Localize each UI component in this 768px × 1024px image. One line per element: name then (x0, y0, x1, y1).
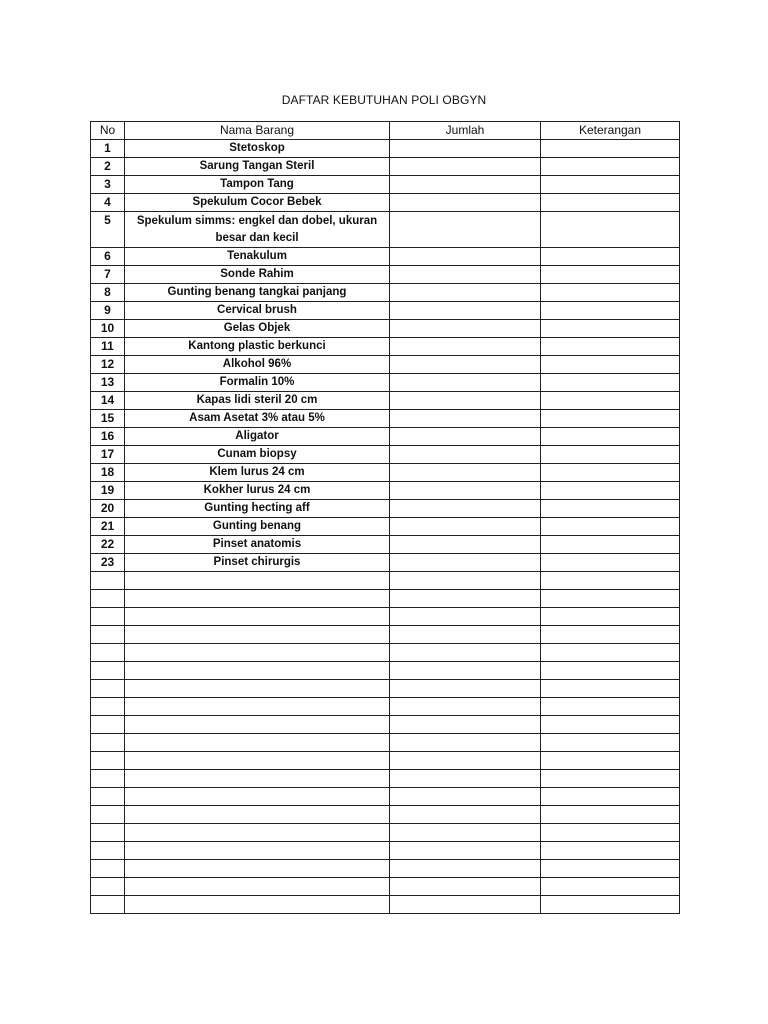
blank-table-row (91, 806, 680, 824)
cell-item-name: Cervical brush (125, 302, 390, 320)
cell-qty (390, 878, 541, 896)
table-row (91, 518, 680, 536)
cell-note (541, 482, 680, 500)
table-row (91, 446, 680, 464)
table-row (91, 500, 680, 518)
table-row (91, 266, 680, 284)
cell-item-name: Kantong plastic berkunci (125, 338, 390, 356)
blank-table-row (91, 680, 680, 698)
blank-table-row (91, 788, 680, 806)
cell-no (91, 734, 125, 752)
cell-item-name: Aligator (125, 428, 390, 446)
blank-table-row (91, 842, 680, 860)
cell-note (541, 860, 680, 878)
cell-note (541, 842, 680, 860)
cell-no: 10 (91, 320, 125, 338)
cell-note (541, 554, 680, 572)
cell-qty (390, 356, 541, 374)
cell-qty (390, 608, 541, 626)
cell-no (91, 590, 125, 608)
cell-qty (390, 320, 541, 338)
cell-note (541, 428, 680, 446)
cell-no: 15 (91, 410, 125, 428)
cell-item-name (125, 572, 390, 590)
cell-qty (390, 644, 541, 662)
cell-note (541, 536, 680, 554)
cell-no: 20 (91, 500, 125, 518)
cell-qty (390, 374, 541, 392)
cell-no: 21 (91, 518, 125, 536)
cell-note (541, 212, 680, 248)
cell-no: 4 (91, 194, 125, 212)
cell-qty (390, 212, 541, 248)
cell-item-name: Gunting benang (125, 518, 390, 536)
cell-item-name: Gelas Objek (125, 320, 390, 338)
cell-item-name: Spekulum Cocor Bebek (125, 194, 390, 212)
table-row (91, 554, 680, 572)
cell-qty (390, 572, 541, 590)
cell-qty (390, 140, 541, 158)
cell-note (541, 320, 680, 338)
cell-qty (390, 464, 541, 482)
cell-no (91, 680, 125, 698)
cell-note (541, 176, 680, 194)
cell-note (541, 338, 680, 356)
cell-no (91, 770, 125, 788)
cell-item-name (125, 896, 390, 914)
cell-no (91, 716, 125, 734)
blank-table-row (91, 698, 680, 716)
cell-qty (390, 734, 541, 752)
table-row (91, 356, 680, 374)
cell-item-name: Gunting benang tangkai panjang (125, 284, 390, 302)
cell-qty (390, 266, 541, 284)
blank-table-row (91, 860, 680, 878)
cell-item-name (125, 860, 390, 878)
cell-qty (390, 194, 541, 212)
table-row (91, 428, 680, 446)
table-row (91, 284, 680, 302)
table-row (91, 536, 680, 554)
cell-item-name (125, 842, 390, 860)
blank-table-row (91, 878, 680, 896)
table-row (91, 320, 680, 338)
cell-item-name (125, 878, 390, 896)
cell-qty (390, 896, 541, 914)
cell-qty (390, 446, 541, 464)
blank-table-row (91, 644, 680, 662)
cell-note (541, 446, 680, 464)
cell-item-name: Formalin 10% (125, 374, 390, 392)
cell-no: 2 (91, 158, 125, 176)
table-row (91, 392, 680, 410)
cell-qty (390, 770, 541, 788)
cell-no (91, 896, 125, 914)
cell-item-name: Stetoskop (125, 140, 390, 158)
table-row (91, 410, 680, 428)
cell-item-name: Spekulum simms: engkel dan dobel, ukuran besar dan kecil (125, 212, 390, 248)
cell-note (541, 500, 680, 518)
cell-note (541, 626, 680, 644)
cell-no (91, 824, 125, 842)
cell-note (541, 248, 680, 266)
table-row (91, 374, 680, 392)
cell-note (541, 266, 680, 284)
cell-no: 11 (91, 338, 125, 356)
cell-item-name (125, 626, 390, 644)
cell-note (541, 698, 680, 716)
cell-note (541, 572, 680, 590)
cell-qty (390, 392, 541, 410)
cell-qty (390, 518, 541, 536)
cell-item-name: Sarung Tangan Steril (125, 158, 390, 176)
cell-no (91, 698, 125, 716)
header-name: Nama Barang (125, 122, 390, 140)
table-row (91, 302, 680, 320)
table-row (91, 464, 680, 482)
cell-note (541, 194, 680, 212)
cell-no (91, 878, 125, 896)
cell-note (541, 716, 680, 734)
cell-qty (390, 176, 541, 194)
cell-qty (390, 662, 541, 680)
cell-no: 22 (91, 536, 125, 554)
cell-item-name: Cunam biopsy (125, 446, 390, 464)
cell-no (91, 806, 125, 824)
cell-item-name (125, 752, 390, 770)
blank-table-row (91, 590, 680, 608)
table-row (91, 212, 680, 248)
cell-item-name: Kokher lurus 24 cm (125, 482, 390, 500)
cell-note (541, 608, 680, 626)
cell-qty (390, 626, 541, 644)
cell-note (541, 392, 680, 410)
cell-no (91, 644, 125, 662)
cell-no: 16 (91, 428, 125, 446)
cell-note (541, 806, 680, 824)
cell-note (541, 680, 680, 698)
blank-table-row (91, 662, 680, 680)
blank-table-row (91, 608, 680, 626)
cell-item-name (125, 644, 390, 662)
table-row (91, 140, 680, 158)
cell-no (91, 572, 125, 590)
table-body (91, 140, 680, 914)
cell-no: 19 (91, 482, 125, 500)
cell-item-name (125, 788, 390, 806)
cell-note (541, 752, 680, 770)
cell-item-name: Gunting hecting aff (125, 500, 390, 518)
cell-item-name: Klem lurus 24 cm (125, 464, 390, 482)
cell-note (541, 878, 680, 896)
cell-item-name (125, 770, 390, 788)
cell-no: 18 (91, 464, 125, 482)
cell-qty (390, 554, 541, 572)
cell-note (541, 374, 680, 392)
cell-no: 6 (91, 248, 125, 266)
blank-table-row (91, 770, 680, 788)
cell-item-name: Alkohol 96% (125, 356, 390, 374)
cell-note (541, 770, 680, 788)
cell-no: 17 (91, 446, 125, 464)
blank-table-row (91, 572, 680, 590)
cell-no: 13 (91, 374, 125, 392)
cell-item-name: Kapas lidi steril 20 cm (125, 392, 390, 410)
cell-item-name (125, 716, 390, 734)
cell-note (541, 302, 680, 320)
cell-qty (390, 482, 541, 500)
cell-note (541, 644, 680, 662)
table-row (91, 248, 680, 266)
document-title: DAFTAR KEBUTUHAN POLI OBGYN (281, 93, 487, 107)
cell-qty (390, 500, 541, 518)
blank-table-row (91, 896, 680, 914)
cell-qty (390, 338, 541, 356)
cell-item-name: Pinset chirurgis (125, 554, 390, 572)
cell-note (541, 662, 680, 680)
cell-qty (390, 716, 541, 734)
cell-qty (390, 158, 541, 176)
cell-no: 9 (91, 302, 125, 320)
cell-qty (390, 788, 541, 806)
table-row (91, 158, 680, 176)
cell-no (91, 752, 125, 770)
cell-no: 8 (91, 284, 125, 302)
cell-qty (390, 302, 541, 320)
header-note: Keterangan (541, 122, 680, 140)
cell-note (541, 788, 680, 806)
cell-qty (390, 590, 541, 608)
table-row (91, 194, 680, 212)
cell-qty (390, 248, 541, 266)
header-qty: Jumlah (390, 122, 541, 140)
cell-qty (390, 752, 541, 770)
cell-note (541, 734, 680, 752)
header-no: No (91, 122, 125, 140)
cell-no: 3 (91, 176, 125, 194)
cell-item-name: Sonde Rahim (125, 266, 390, 284)
cell-no: 7 (91, 266, 125, 284)
cell-qty (390, 824, 541, 842)
cell-item-name (125, 662, 390, 680)
table-row (91, 176, 680, 194)
cell-no (91, 626, 125, 644)
cell-qty (390, 698, 541, 716)
table-row (91, 338, 680, 356)
cell-note (541, 356, 680, 374)
cell-no (91, 860, 125, 878)
cell-no: 12 (91, 356, 125, 374)
cell-no (91, 788, 125, 806)
cell-qty (390, 284, 541, 302)
cell-qty (390, 536, 541, 554)
cell-no (91, 842, 125, 860)
cell-no: 5 (91, 212, 125, 248)
cell-no: 23 (91, 554, 125, 572)
table-header-row (91, 122, 680, 140)
cell-note (541, 464, 680, 482)
cell-item-name: Tampon Tang (125, 176, 390, 194)
blank-table-row (91, 824, 680, 842)
blank-table-row (91, 752, 680, 770)
cell-note (541, 518, 680, 536)
cell-item-name: Tenakulum (125, 248, 390, 266)
cell-note (541, 158, 680, 176)
cell-note (541, 824, 680, 842)
cell-item-name (125, 680, 390, 698)
cell-qty (390, 860, 541, 878)
cell-qty (390, 410, 541, 428)
cell-qty (390, 680, 541, 698)
cell-qty (390, 806, 541, 824)
cell-note (541, 410, 680, 428)
cell-note (541, 590, 680, 608)
cell-no (91, 608, 125, 626)
cell-item-name (125, 806, 390, 824)
cell-item-name: Asam Asetat 3% atau 5% (125, 410, 390, 428)
cell-item-name (125, 608, 390, 626)
cell-note (541, 896, 680, 914)
cell-no: 14 (91, 392, 125, 410)
cell-qty (390, 428, 541, 446)
cell-qty (390, 842, 541, 860)
cell-item-name (125, 734, 390, 752)
cell-item-name: Pinset anatomis (125, 536, 390, 554)
cell-note (541, 284, 680, 302)
table-row (91, 482, 680, 500)
cell-no: 1 (91, 140, 125, 158)
cell-note (541, 140, 680, 158)
blank-table-row (91, 734, 680, 752)
cell-item-name (125, 824, 390, 842)
cell-no (91, 662, 125, 680)
blank-table-row (91, 716, 680, 734)
cell-item-name (125, 590, 390, 608)
cell-item-name (125, 698, 390, 716)
item-table (90, 121, 680, 914)
blank-table-row (91, 626, 680, 644)
